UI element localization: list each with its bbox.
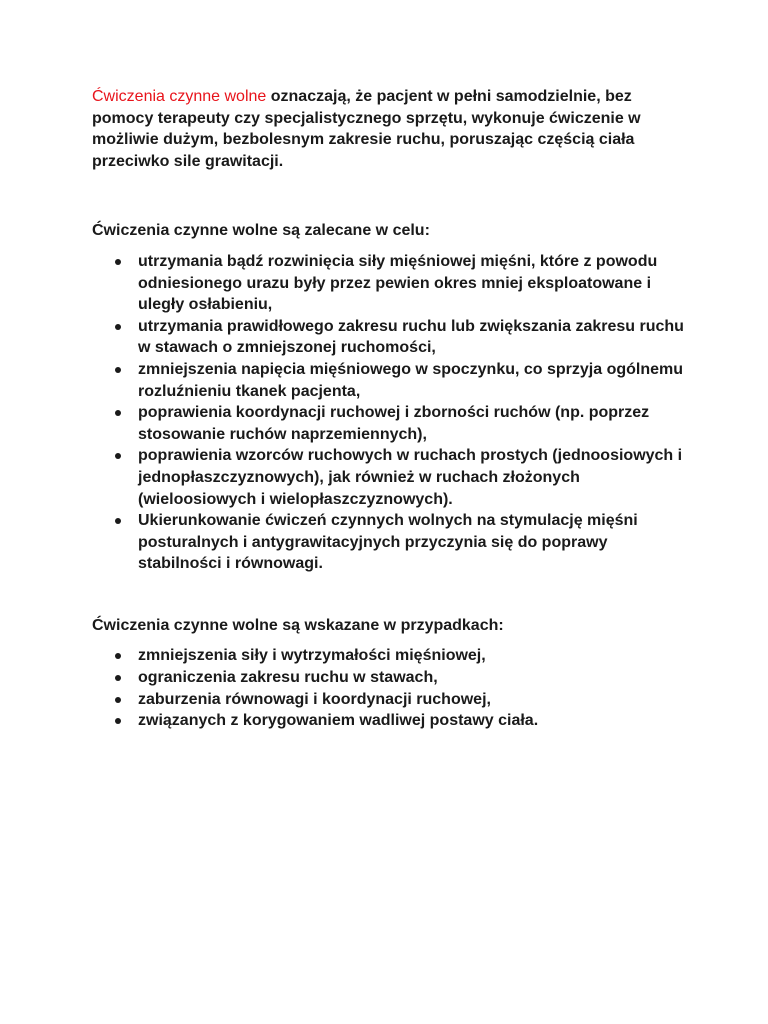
bullet-icon bbox=[115, 718, 121, 724]
list-item-text: poprawienia wzorców ruchowych w ruchach prostych (jednoosiowych i jednopłaszczyznowych), jak również w ruchach złożonych (wieloosiowych i wielopłaszczyznowych). bbox=[138, 447, 683, 508]
list-item bbox=[92, 316, 692, 359]
bullet-icon bbox=[115, 259, 121, 265]
document-page bbox=[92, 86, 692, 732]
list-item-text: Ukierunkowanie ćwiczeń czynnych wolnych na stymulację mięśni posturalnych i antygrawitacyjnych przyczynia się do poprawy stabilności i równowagi. bbox=[138, 512, 638, 573]
section2-list bbox=[92, 645, 692, 731]
bullet-icon bbox=[115, 410, 121, 416]
intro-paragraph bbox=[92, 86, 692, 172]
bullet-icon bbox=[115, 653, 121, 659]
bullet-icon bbox=[115, 367, 121, 373]
list-item-text: ograniczenia zakresu ruchu w stawach, bbox=[138, 669, 438, 687]
section2-heading: Ćwiczenia czynne wolne są wskazane w przypadkach: bbox=[92, 616, 504, 634]
bullet-icon bbox=[115, 518, 121, 524]
list-item-text: utrzymania bądź rozwinięcia siły mięśniowej mięśni, które z powodu odniesionego urazu były przez pewien okres mniej eksploatowane i uległy osłabieniu, bbox=[138, 252, 658, 314]
list-item-text: utrzymania prawidłowego zakresu ruchu lub zwiększania zakresu ruchu w stawach o zmniejszonej ruchomości, bbox=[138, 317, 684, 357]
list-item-text: zmniejszenia napięcia mięśniowego w spoczynku, co sprzyja ogólnemu rozluźnieniu tkanek pacjenta, bbox=[138, 360, 684, 400]
list-item bbox=[92, 689, 692, 711]
bullet-icon bbox=[115, 453, 121, 459]
list-item bbox=[92, 510, 692, 575]
section1-list bbox=[92, 251, 692, 575]
intro-highlight: Ćwiczenia czynne wolne bbox=[92, 88, 267, 105]
list-item bbox=[92, 710, 692, 732]
list-item-text: związanych z korygowaniem wadliwej postawy ciała. bbox=[138, 712, 539, 730]
list-item-text: zaburzenia równowagi i koordynacji ruchowej, bbox=[138, 690, 491, 708]
list-item bbox=[92, 445, 692, 510]
bullet-icon bbox=[115, 697, 121, 703]
section1-heading: Ćwiczenia czynne wolne są zalecane w celu: bbox=[92, 222, 430, 240]
list-item bbox=[92, 667, 692, 689]
list-item-text: zmniejszenia siły i wytrzymałości mięśniowej, bbox=[138, 647, 486, 665]
list-item-text: poprawienia koordynacji ruchowej i zborności ruchów (np. poprzez stosowanie ruchów naprzemiennych), bbox=[138, 404, 650, 443]
bullet-icon bbox=[115, 675, 121, 681]
list-item bbox=[92, 402, 692, 445]
list-item bbox=[92, 251, 692, 316]
intro-text: oznaczają, że pacjent w pełni samodzielnie, bez pomocy terapeuty czy specjalistycznego sprzętu, wykonuje ćwiczenie w możliwie dużym, bezbolesnym zakresie ruchu, poruszając częścią ciała przeciwko sile grawitacji. bbox=[92, 88, 641, 170]
list-item bbox=[92, 645, 692, 667]
bullet-icon bbox=[115, 324, 121, 330]
list-item bbox=[92, 359, 692, 402]
